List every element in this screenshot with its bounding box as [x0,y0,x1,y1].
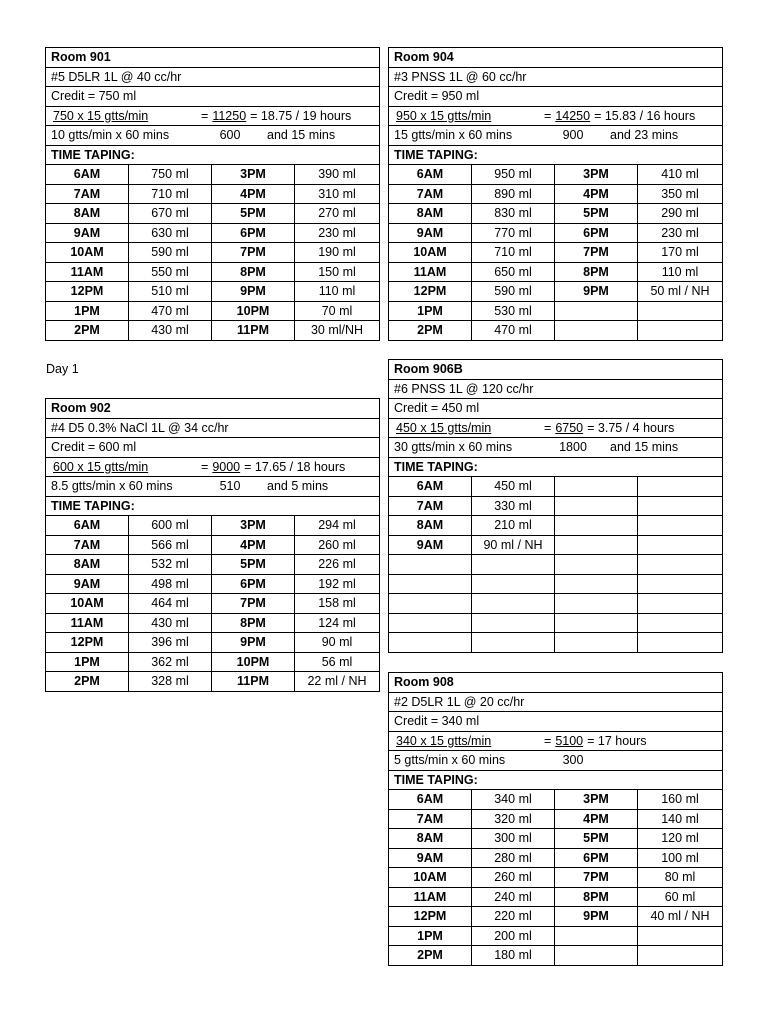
time-cell: 2PM [46,672,129,692]
calc-equals: = [544,733,552,748]
time-cell: 7AM [389,809,472,829]
table-row [46,165,380,185]
time-cell: 8AM [46,555,129,575]
table-row [389,613,723,633]
time-cell: 6PM [555,848,638,868]
time-cell: 11PM [212,672,295,692]
table-row [389,907,723,927]
time-cell: 6AM [46,516,129,536]
calc-remainder: and 5 mins [267,479,329,494]
calc-equals: = [544,420,552,435]
time-cell: 4PM [555,809,638,829]
volume-cell: 498 ml [129,574,212,594]
calc-line-1 [389,106,723,126]
volume-cell: 158 ml [295,594,380,614]
calc-remainder: and 15 mins [610,440,679,455]
time-cell: 7PM [555,868,638,888]
room-904-table [388,47,723,341]
volume-cell: 110 ml [638,262,723,282]
time-cell: 7AM [46,535,129,555]
iv-order: #4 D5 0.3% NaCl 1L @ 34 cc/hr [46,418,380,438]
volume-cell: 470 ml [129,301,212,321]
table-row [389,321,723,341]
calc-line-2 [389,751,723,771]
time-taping-label: TIME TAPING: [389,145,723,165]
time-cell: 5PM [555,204,638,224]
time-cell: 9AM [46,223,129,243]
volume-cell [638,321,723,341]
time-cell: 9PM [555,907,638,927]
table-row [46,282,380,302]
table-row [46,535,380,555]
volume-cell [638,477,723,497]
time-cell: 3PM [212,516,295,536]
calc-line-1 [389,418,723,438]
table-row [389,496,723,516]
credit: Credit = 750 ml [46,87,380,107]
volume-cell: 192 ml [295,574,380,594]
calc-total: 11250 [212,108,247,123]
volume-cell: 362 ml [129,652,212,672]
time-cell: 11AM [389,262,472,282]
time-cell [555,535,638,555]
volume-cell: 300 ml [472,829,555,849]
time-cell: 5PM [555,829,638,849]
calc-result: = 15.83 / 16 hours [594,108,696,123]
table-row [389,594,723,614]
time-cell: 7PM [212,243,295,263]
calc-line-2 [46,477,380,497]
table-row [46,301,380,321]
time-cell: 4PM [555,184,638,204]
volume-cell [472,555,555,575]
time-cell: 9AM [389,848,472,868]
volume-cell: 90 ml [295,633,380,653]
time-cell: 12PM [46,633,129,653]
room-908-table [388,672,723,966]
time-cell: 2PM [389,321,472,341]
table-row [46,594,380,614]
time-cell: 7AM [389,496,472,516]
volume-cell: 140 ml [638,809,723,829]
volume-cell: 56 ml [295,652,380,672]
time-cell [555,574,638,594]
volume-cell: 120 ml [638,829,723,849]
volume-cell: 150 ml [295,262,380,282]
volume-cell: 532 ml [129,555,212,575]
volume-cell [638,535,723,555]
time-cell: 5PM [212,204,295,224]
table-row [389,809,723,829]
time-cell: 4PM [212,184,295,204]
room-title: Room 908 [389,673,723,693]
time-cell: 6PM [212,223,295,243]
volume-cell [638,516,723,536]
volume-cell: 590 ml [129,243,212,263]
time-cell: 1PM [389,301,472,321]
volume-cell: 30 ml/NH [295,321,380,341]
volume-cell [638,574,723,594]
calc-denominator: 30 gtts/min x 60 mins [394,440,513,455]
time-cell: 9PM [555,282,638,302]
volume-cell: 950 ml [472,165,555,185]
volume-cell: 294 ml [295,516,380,536]
time-cell: 7AM [389,184,472,204]
time-cell: 12PM [389,282,472,302]
time-taping-label: TIME TAPING: [46,145,380,165]
volume-cell: 350 ml [638,184,723,204]
room-906b-table [388,359,723,653]
volume-cell: 226 ml [295,555,380,575]
volume-cell: 430 ml [129,321,212,341]
table-row [389,946,723,966]
volume-cell: 230 ml [638,223,723,243]
time-cell: 6AM [389,477,472,497]
iv-order: #2 D5LR 1L @ 20 cc/hr [389,692,723,712]
table-row [389,829,723,849]
volume-cell: 670 ml [129,204,212,224]
room-title: Room 901 [46,48,380,68]
calc-line-1 [46,457,380,477]
calc-remainder: and 23 mins [610,128,679,143]
credit: Credit = 950 ml [389,87,723,107]
time-cell: 9PM [212,633,295,653]
volume-cell: 550 ml [129,262,212,282]
volume-cell: 280 ml [472,848,555,868]
room-title: Room 904 [389,48,723,68]
time-taping-label: TIME TAPING: [46,496,380,516]
time-cell: 6AM [46,165,129,185]
volume-cell: 240 ml [472,887,555,907]
time-cell: 6PM [555,223,638,243]
volume-cell: 396 ml [129,633,212,653]
volume-cell [638,613,723,633]
time-cell: 3PM [555,165,638,185]
credit: Credit = 340 ml [389,712,723,732]
calc-denominator: 15 gtts/min x 60 mins [394,128,513,143]
time-taping-label: TIME TAPING: [389,457,723,477]
volume-cell: 750 ml [129,165,212,185]
table-row [389,633,723,653]
iv-order: #6 PNSS 1L @ 120 cc/hr [389,379,723,399]
time-cell [555,946,638,966]
volume-cell: 470 ml [472,321,555,341]
calc-drops: 900 [562,128,584,143]
credit: Credit = 600 ml [46,438,380,458]
time-cell [389,633,472,653]
calc-result: = 17 hours [587,733,647,748]
volume-cell: 320 ml [472,809,555,829]
time-cell: 10PM [212,301,295,321]
volume-cell: 80 ml [638,868,723,888]
volume-cell: 180 ml [472,946,555,966]
time-cell [555,477,638,497]
room-title: Room 902 [46,399,380,419]
time-cell: 8PM [555,262,638,282]
table-row [389,204,723,224]
volume-cell: 160 ml [638,790,723,810]
volume-cell: 100 ml [638,848,723,868]
time-cell: 11AM [389,887,472,907]
calc-line-2 [46,126,380,146]
time-cell: 7PM [555,243,638,263]
volume-cell: 70 ml [295,301,380,321]
volume-cell: 410 ml [638,165,723,185]
time-cell: 2PM [46,321,129,341]
iv-order: #5 D5LR 1L @ 40 cc/hr [46,67,380,87]
room-902-table [45,398,380,692]
volume-cell: 310 ml [295,184,380,204]
time-cell [555,555,638,575]
table-row [389,848,723,868]
calc-result: = 18.75 / 19 hours [250,108,352,123]
calc-line-1 [46,106,380,126]
room-901-table [45,47,380,341]
table-row [46,223,380,243]
volume-cell: 220 ml [472,907,555,927]
volume-cell: 890 ml [472,184,555,204]
calc-total: 5100 [555,733,584,748]
calc-denominator: 10 gtts/min x 60 mins [51,128,170,143]
calc-equals: = [544,108,552,123]
volume-cell: 464 ml [129,594,212,614]
time-cell: 10AM [389,868,472,888]
time-cell: 10PM [212,652,295,672]
time-cell: 7PM [212,594,295,614]
time-cell [389,574,472,594]
table-row [46,243,380,263]
calc-remainder: and 15 mins [267,128,336,143]
table-row [389,243,723,263]
time-cell: 8AM [46,204,129,224]
calc-numerator: 750 x 15 gtts/min [53,108,149,123]
day-label: Day 1 [46,362,79,376]
volume-cell: 650 ml [472,262,555,282]
time-cell: 10AM [46,594,129,614]
time-cell: 6AM [389,790,472,810]
time-taping-label: TIME TAPING: [389,770,723,790]
table-row [46,652,380,672]
time-cell: 12PM [46,282,129,302]
table-row [46,321,380,341]
volume-cell: 110 ml [295,282,380,302]
volume-cell: 270 ml [295,204,380,224]
calc-numerator: 450 x 15 gtts/min [396,420,492,435]
volume-cell: 50 ml / NH [638,282,723,302]
volume-cell: 590 ml [472,282,555,302]
volume-cell [638,301,723,321]
volume-cell: 510 ml [129,282,212,302]
table-row [389,790,723,810]
time-cell: 4PM [212,535,295,555]
volume-cell: 90 ml / NH [472,535,555,555]
volume-cell: 530 ml [472,301,555,321]
time-cell: 8PM [212,262,295,282]
time-cell [389,613,472,633]
table-row [389,555,723,575]
calc-line-2 [389,438,723,458]
table-row [46,574,380,594]
table-row [389,926,723,946]
time-cell: 12PM [389,907,472,927]
calc-result: = 3.75 / 4 hours [587,420,675,435]
table-row [46,262,380,282]
volume-cell: 566 ml [129,535,212,555]
table-row [389,282,723,302]
time-cell [555,926,638,946]
iv-order: #3 PNSS 1L @ 60 cc/hr [389,67,723,87]
table-row [389,535,723,555]
calc-total: 6750 [555,420,584,435]
time-cell [555,321,638,341]
time-cell: 8AM [389,829,472,849]
calc-line-1 [389,731,723,751]
volume-cell: 330 ml [472,496,555,516]
time-cell [555,633,638,653]
calc-total: 9000 [212,459,241,474]
time-cell: 1PM [389,926,472,946]
volume-cell: 710 ml [129,184,212,204]
volume-cell [638,594,723,614]
time-cell [555,496,638,516]
volume-cell: 290 ml [638,204,723,224]
table-row [389,516,723,536]
time-cell: 9AM [389,535,472,555]
calc-equals: = [201,459,209,474]
time-cell: 8PM [212,613,295,633]
table-row [46,204,380,224]
volume-cell: 260 ml [295,535,380,555]
table-row [46,555,380,575]
time-cell: 10AM [46,243,129,263]
calc-denominator: 5 gtts/min x 60 mins [394,753,506,768]
room-title: Room 906B [389,360,723,380]
volume-cell: 124 ml [295,613,380,633]
calc-result: = 17.65 / 18 hours [244,459,346,474]
time-cell: 2PM [389,946,472,966]
time-cell [389,594,472,614]
volume-cell: 430 ml [129,613,212,633]
time-cell: 11AM [46,262,129,282]
table-row [389,223,723,243]
table-row [389,868,723,888]
time-cell: 1PM [46,652,129,672]
volume-cell: 170 ml [638,243,723,263]
volume-cell [472,613,555,633]
calc-numerator: 600 x 15 gtts/min [53,459,149,474]
calc-drops: 600 [219,128,241,143]
table-row [389,184,723,204]
time-cell: 11AM [46,613,129,633]
volume-cell: 710 ml [472,243,555,263]
table-row [46,672,380,692]
calc-drops: 300 [562,753,584,768]
time-cell [389,555,472,575]
table-row [46,633,380,653]
table-row [389,301,723,321]
volume-cell [638,633,723,653]
time-cell: 9AM [46,574,129,594]
table-row [389,574,723,594]
time-cell: 11PM [212,321,295,341]
volume-cell: 190 ml [295,243,380,263]
time-cell: 8AM [389,516,472,536]
time-cell [555,301,638,321]
calc-numerator: 950 x 15 gtts/min [396,108,492,123]
table-row [389,887,723,907]
calc-denominator: 8.5 gtts/min x 60 mins [51,479,173,494]
volume-cell: 260 ml [472,868,555,888]
time-cell [555,613,638,633]
table-row [46,516,380,536]
time-cell: 10AM [389,243,472,263]
time-cell: 9AM [389,223,472,243]
volume-cell: 200 ml [472,926,555,946]
volume-cell: 770 ml [472,223,555,243]
time-cell: 9PM [212,282,295,302]
volume-cell [638,946,723,966]
calc-drops: 510 [219,479,241,494]
calc-numerator: 340 x 15 gtts/min [396,733,492,748]
volume-cell: 210 ml [472,516,555,536]
volume-cell: 390 ml [295,165,380,185]
time-cell: 3PM [555,790,638,810]
volume-cell: 830 ml [472,204,555,224]
table-row [389,477,723,497]
time-cell [555,516,638,536]
table-row [46,613,380,633]
volume-cell [638,496,723,516]
volume-cell [638,555,723,575]
time-cell: 7AM [46,184,129,204]
volume-cell: 600 ml [129,516,212,536]
calc-line-2 [389,126,723,146]
volume-cell: 630 ml [129,223,212,243]
volume-cell: 328 ml [129,672,212,692]
calc-total: 14250 [555,108,591,123]
volume-cell: 22 ml / NH [295,672,380,692]
calc-equals: = [201,108,209,123]
table-row [389,262,723,282]
time-cell [555,594,638,614]
volume-cell [638,926,723,946]
time-cell: 8AM [389,204,472,224]
time-cell: 3PM [212,165,295,185]
volume-cell: 60 ml [638,887,723,907]
time-cell: 6PM [212,574,295,594]
volume-cell: 40 ml / NH [638,907,723,927]
calc-drops: 1800 [559,440,587,455]
volume-cell [472,594,555,614]
time-cell: 1PM [46,301,129,321]
credit: Credit = 450 ml [389,399,723,419]
table-row [46,184,380,204]
volume-cell: 450 ml [472,477,555,497]
time-cell: 6AM [389,165,472,185]
volume-cell: 230 ml [295,223,380,243]
volume-cell [472,574,555,594]
table-row [389,165,723,185]
time-cell: 8PM [555,887,638,907]
volume-cell: 340 ml [472,790,555,810]
time-cell: 5PM [212,555,295,575]
volume-cell [472,633,555,653]
